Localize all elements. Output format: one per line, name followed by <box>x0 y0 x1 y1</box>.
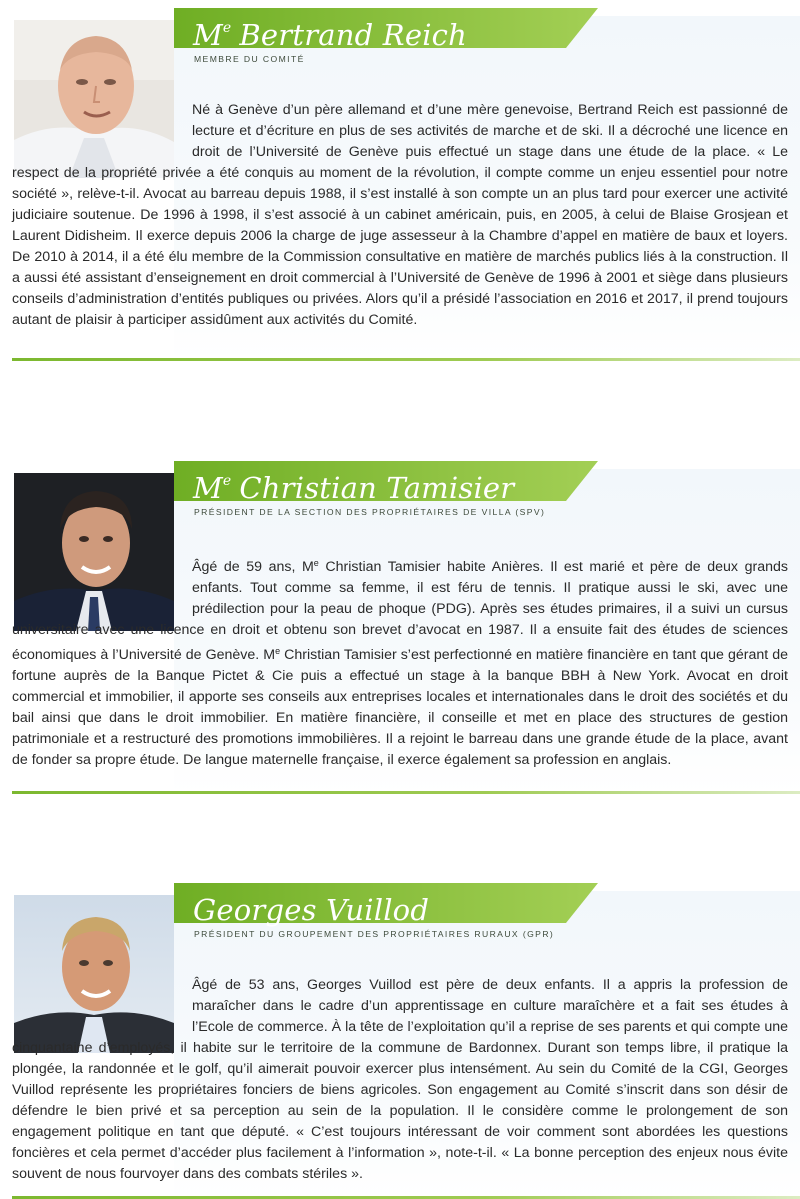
honorific-superscript: e <box>313 558 319 568</box>
person-role: PRÉSIDENT DE LA SECTION DES PROPRIÉTAIRES DE VILLA (SPV) <box>194 507 546 517</box>
profile-bertrand-reich <box>0 8 800 361</box>
name-banner <box>174 461 598 529</box>
name-banner <box>174 883 598 951</box>
profile-christian-tamisier <box>0 461 800 794</box>
biography <box>12 553 788 771</box>
name-text: Christian Tamisier <box>239 471 515 505</box>
biography-text-part: Christian Tamisier habite Anières. Il est marié et père de deux grands enfants. Tout comme sa femme, il est féru de tennis. Il pratique aussi le ski, avec une prédilection pour la peau de phoque (PDG). Après ses études primaires, il a suivi un cursus universitaire avec une licence en droit et obtenu son brevet d’avocat en 1987. Il a ensuite fait des études de sciences économiques à l’Université de Genève. M <box>12 559 788 663</box>
biography <box>12 975 788 1185</box>
person-name <box>193 18 467 52</box>
person-name <box>193 893 429 927</box>
biography-text-part: Christian Tamisier s’est perfectionné en matière financière en tant que gérant de fortune auprès de la Banque Pictet & Cie puis a effectué un stage à la banque BBH à New York. Avocat en droit commercial et immobilier, il apporte ses conseils aux entreprises locales et internationales dans le droit des sociétés et du bail ainsi que dans le droit immobilier. En matière financière, il conseille et met en place des structures de gestion patrimoniale et a restructuré des promotions immobilières. Il a rejoint le barreau dans une grande étude de la place, avant de fonder sa propre étude. De langue maternelle française, il exerce également sa profession en anglais. <box>12 647 788 768</box>
profile-georges-vuillod <box>0 883 800 1199</box>
section-divider <box>12 358 800 361</box>
biography-text: Né à Genève d’un père allemand et d’une mère genevoise, Bertrand Reich est passionné de lecture et d’écriture en plus de ses activités de marche et de ski. Il a décroché une licence en droit de l’Université de Genève puis effectué un stage dans une étude de la place. « Le respect de la propriété privée a été conquis au moment de la révolution, il compte comme un enjeu essentiel pour notre société », relève-t-il. Avocat au barreau depuis 1988, il s’est installé à son compte un an plus tard pour exercer une activité judiciaire soutenue. De 1996 à 1998, il s’est associé à un cabinet américain, puis, en 2005, à celui de Blaise Grosjean et Laurent Didisheim. Il exerce depuis 2006 la charge de juge assesseur à la Chambre d’appel en matière de baux et loyers. De 2010 à 2014, il a été élu membre de la Commission consultative en matière de marchés publics liés à la construction. Il a aussi été assistant d’enseignement en droit commercial à l’Université de Genève de 1996 à 2001 et siège dans plusieurs conseils d’administration d’entités publiques ou privées. Alors qu’il a présidé l’association en 2016 et 2017, il prend toujours autant de plaisir à participer assidûment aux activités du Comité. <box>12 102 788 328</box>
biography <box>12 100 788 331</box>
biography-text: Âgé de 53 ans, Georges Vuillod est père de deux enfants. Il a appris la profession de maraîcher dans le cadre d’un apprentissage en culture maraîchère et a fait ses études à l’Ecole de commerce. À la tête de l’exploitation qu’il a reprise de ses parents et qui compte une cinquantaine d’employés, il habite sur le territoire de la commune de Bardonnex. Durant son temps libre, il pratique la plongée, la randonnée et le golf, qu’il aimerait pouvoir exercer plus intensément. Au sein du Comité de la CGI, Georges Vuillod représente les propriétaires fonciers de biens agricoles. Son engagement au Comité s’inscrit dans son désir de défendre le bien privé et sa perception au sein de la population. Il le considère comme le prolongement de son engagement politique en tant que député. « C’est toujours intéressant de voir comment sont abordées les questions foncières et cela permet d’accéder plus facilement à l’information », note-t-il. « La bonne perception des enjeux nous évite souvent de nous fourvoyer dans des combats stériles ». <box>12 977 788 1182</box>
honorific: Me <box>193 471 232 505</box>
name-text: Bertrand Reich <box>239 18 467 52</box>
honorific: Me <box>193 18 232 52</box>
person-name <box>193 471 514 505</box>
biography-text-part: Âgé de 59 ans, M <box>192 559 314 575</box>
honorific-superscript: e <box>275 646 281 656</box>
section-divider <box>12 791 800 794</box>
person-role: MEMBRE DU COMITÉ <box>194 54 305 64</box>
name-banner <box>174 8 598 76</box>
person-role: PRÉSIDENT DU GROUPEMENT DES PROPRIÉTAIRES RURAUX (GPR) <box>194 929 555 939</box>
name-text: Georges Vuillod <box>193 893 430 927</box>
